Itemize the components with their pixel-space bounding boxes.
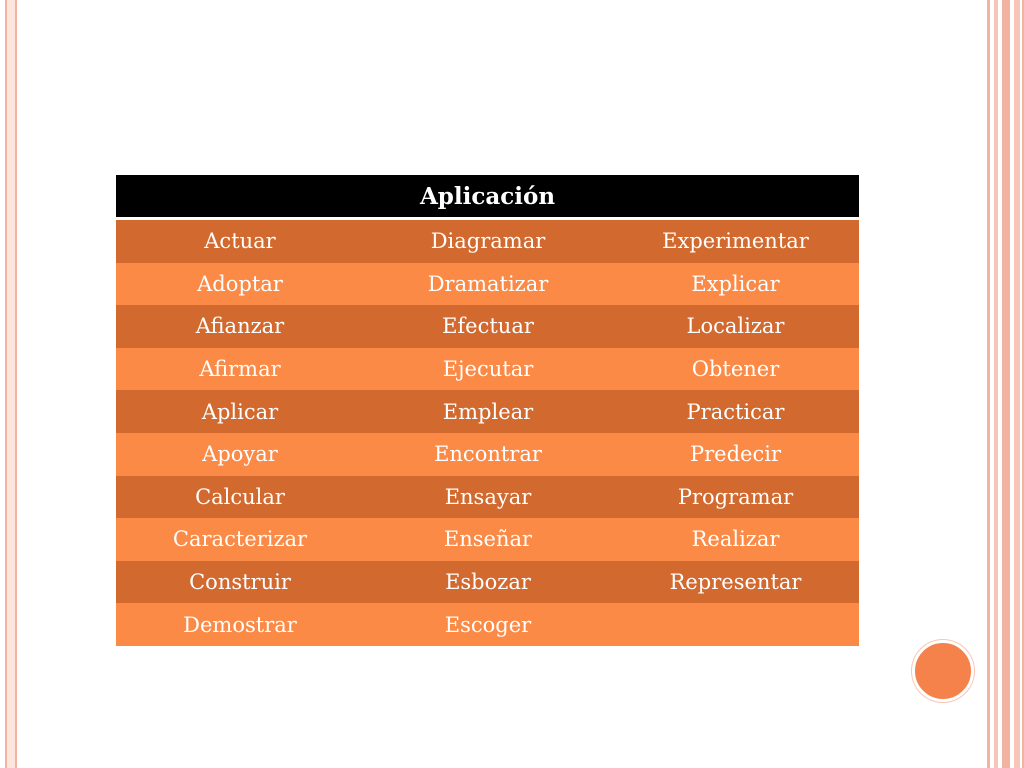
table-cell: Ejecutar xyxy=(364,348,612,391)
table-cell: Explicar xyxy=(612,263,859,306)
table-cell: Esbozar xyxy=(364,561,612,604)
table-header-row xyxy=(116,175,859,219)
table-cell: Caracterizar xyxy=(116,518,364,561)
table-cell: Practicar xyxy=(612,390,859,433)
table-row xyxy=(116,518,859,561)
verbs-table xyxy=(116,175,859,646)
left-decorative-border xyxy=(5,0,17,768)
table-cell: Efectuar xyxy=(364,305,612,348)
accent-circle-decoration xyxy=(912,640,974,702)
table-row xyxy=(116,263,859,306)
table-cell: Demostrar xyxy=(116,603,364,646)
table-cell: Afirmar xyxy=(116,348,364,391)
table-row xyxy=(116,219,859,263)
table-cell: Construir xyxy=(116,561,364,604)
stripe xyxy=(987,0,990,768)
table-cell: Escoger xyxy=(364,603,612,646)
table-cell: Adoptar xyxy=(116,263,364,306)
table-cell: Localizar xyxy=(612,305,859,348)
table-cell: Realizar xyxy=(612,518,859,561)
table-row xyxy=(116,561,859,604)
table-row xyxy=(116,603,859,646)
table-row xyxy=(116,390,859,433)
table-cell: Representar xyxy=(612,561,859,604)
table-cell: Aplicar xyxy=(116,390,364,433)
table-cell: Diagramar xyxy=(364,219,612,263)
table-cell: Dramatizar xyxy=(364,263,612,306)
table-header-title: Aplicación xyxy=(116,175,859,219)
table-row xyxy=(116,476,859,519)
table-cell xyxy=(612,603,859,646)
table-cell: Actuar xyxy=(116,219,364,263)
stripe xyxy=(994,0,998,768)
table-cell: Emplear xyxy=(364,390,612,433)
table-cell: Obtener xyxy=(612,348,859,391)
table-cell: Encontrar xyxy=(364,433,612,476)
table-cell: Ensayar xyxy=(364,476,612,519)
right-decorative-stripes xyxy=(976,0,1024,768)
table-row xyxy=(116,348,859,391)
stripe xyxy=(1002,0,1010,768)
table-cell: Programar xyxy=(612,476,859,519)
table-cell: Afianzar xyxy=(116,305,364,348)
table-cell: Enseñar xyxy=(364,518,612,561)
stripe xyxy=(1014,0,1020,768)
table-row xyxy=(116,305,859,348)
table-row xyxy=(116,433,859,476)
table-cell: Predecir xyxy=(612,433,859,476)
table-cell: Calcular xyxy=(116,476,364,519)
table-cell: Experimentar xyxy=(612,219,859,263)
table-cell: Apoyar xyxy=(116,433,364,476)
